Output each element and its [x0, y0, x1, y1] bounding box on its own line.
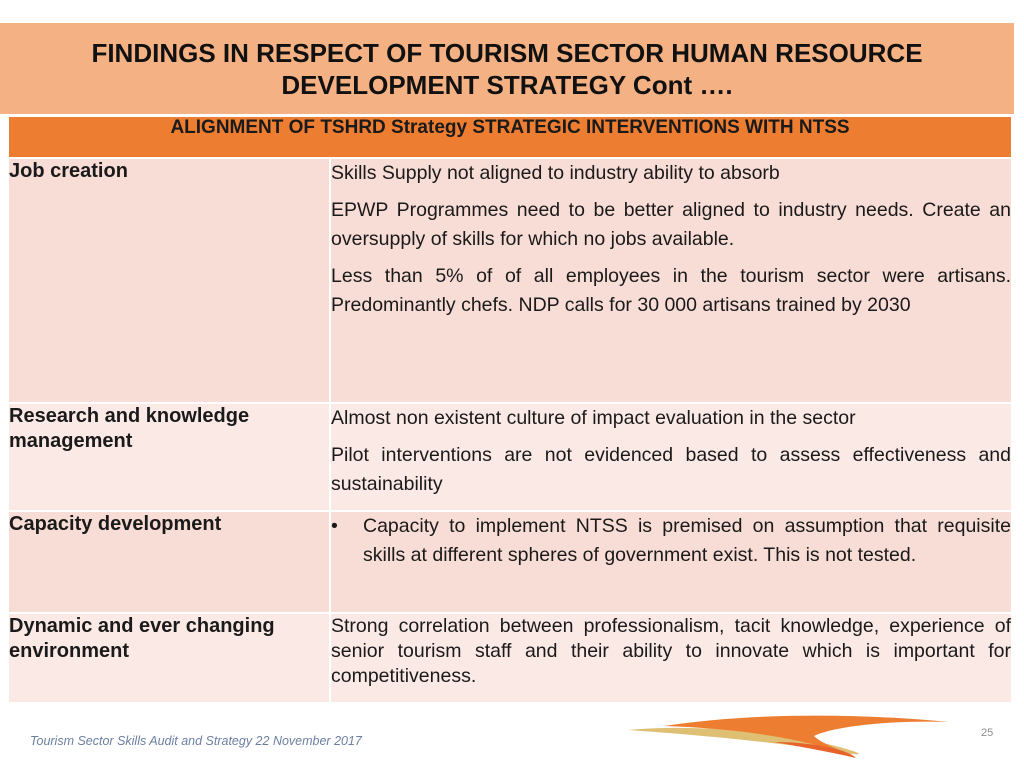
finding-text: Almost non existent culture of impact evaluation in the sector	[331, 407, 856, 429]
finding-text: Less than 5% of of all employees in the tourism sector were artisans. Predominantly chefs. NDP calls for 30 000 artisans trained by 2030	[331, 265, 1011, 316]
title-band	[0, 23, 1014, 114]
row-content	[330, 511, 1012, 613]
table-row	[8, 158, 1012, 403]
finding-text: EPWP Programmes need to be better aligned to industry needs. Create an oversupply of skills for which no jobs available.	[331, 199, 1011, 250]
footer-text: Tourism Sector Skills Audit and Strategy 22 November 2017	[30, 734, 362, 748]
row-label: Job creation	[8, 158, 330, 403]
finding-text: Capacity to implement NTSS is premised on assumption that requisite skills at different spheres of government exist. This is not tested.	[363, 515, 1011, 566]
row-content	[330, 613, 1012, 703]
bullet-icon: •	[331, 515, 338, 537]
table-row	[8, 403, 1012, 511]
finding-text: Skills Supply not aligned to industry ability to absorb	[331, 162, 780, 184]
row-label: Dynamic and ever changing environment	[8, 613, 330, 703]
table-header-row	[8, 116, 1012, 158]
row-label: Capacity development	[8, 511, 330, 613]
bullet-item	[331, 512, 1011, 570]
findings-table	[7, 115, 1013, 704]
table-row	[8, 511, 1012, 613]
row-content	[330, 403, 1012, 511]
page-number: 25	[981, 727, 994, 739]
finding-text: Pilot interventions are not evidenced based to assess effectiveness and sustainability	[331, 444, 1011, 495]
table-row	[8, 613, 1012, 703]
row-content	[330, 158, 1012, 403]
logo-swoosh-icon	[624, 712, 959, 762]
finding-text: Strong correlation between professionalism, tacit knowledge, experience of senior tourism staff and their ability to innovate which is important for competitiveness.	[331, 615, 1011, 687]
slide-title: FINDINGS IN RESPECT OF TOURISM SECTOR HUMAN RESOURCE DEVELOPMENT STRATEGY Cont ….	[91, 37, 923, 100]
row-label: Research and knowledge management	[8, 403, 330, 511]
table-header: ALIGNMENT OF TSHRD Strategy STRATEGIC INTERVENTIONS WITH NTSS	[8, 116, 1012, 158]
